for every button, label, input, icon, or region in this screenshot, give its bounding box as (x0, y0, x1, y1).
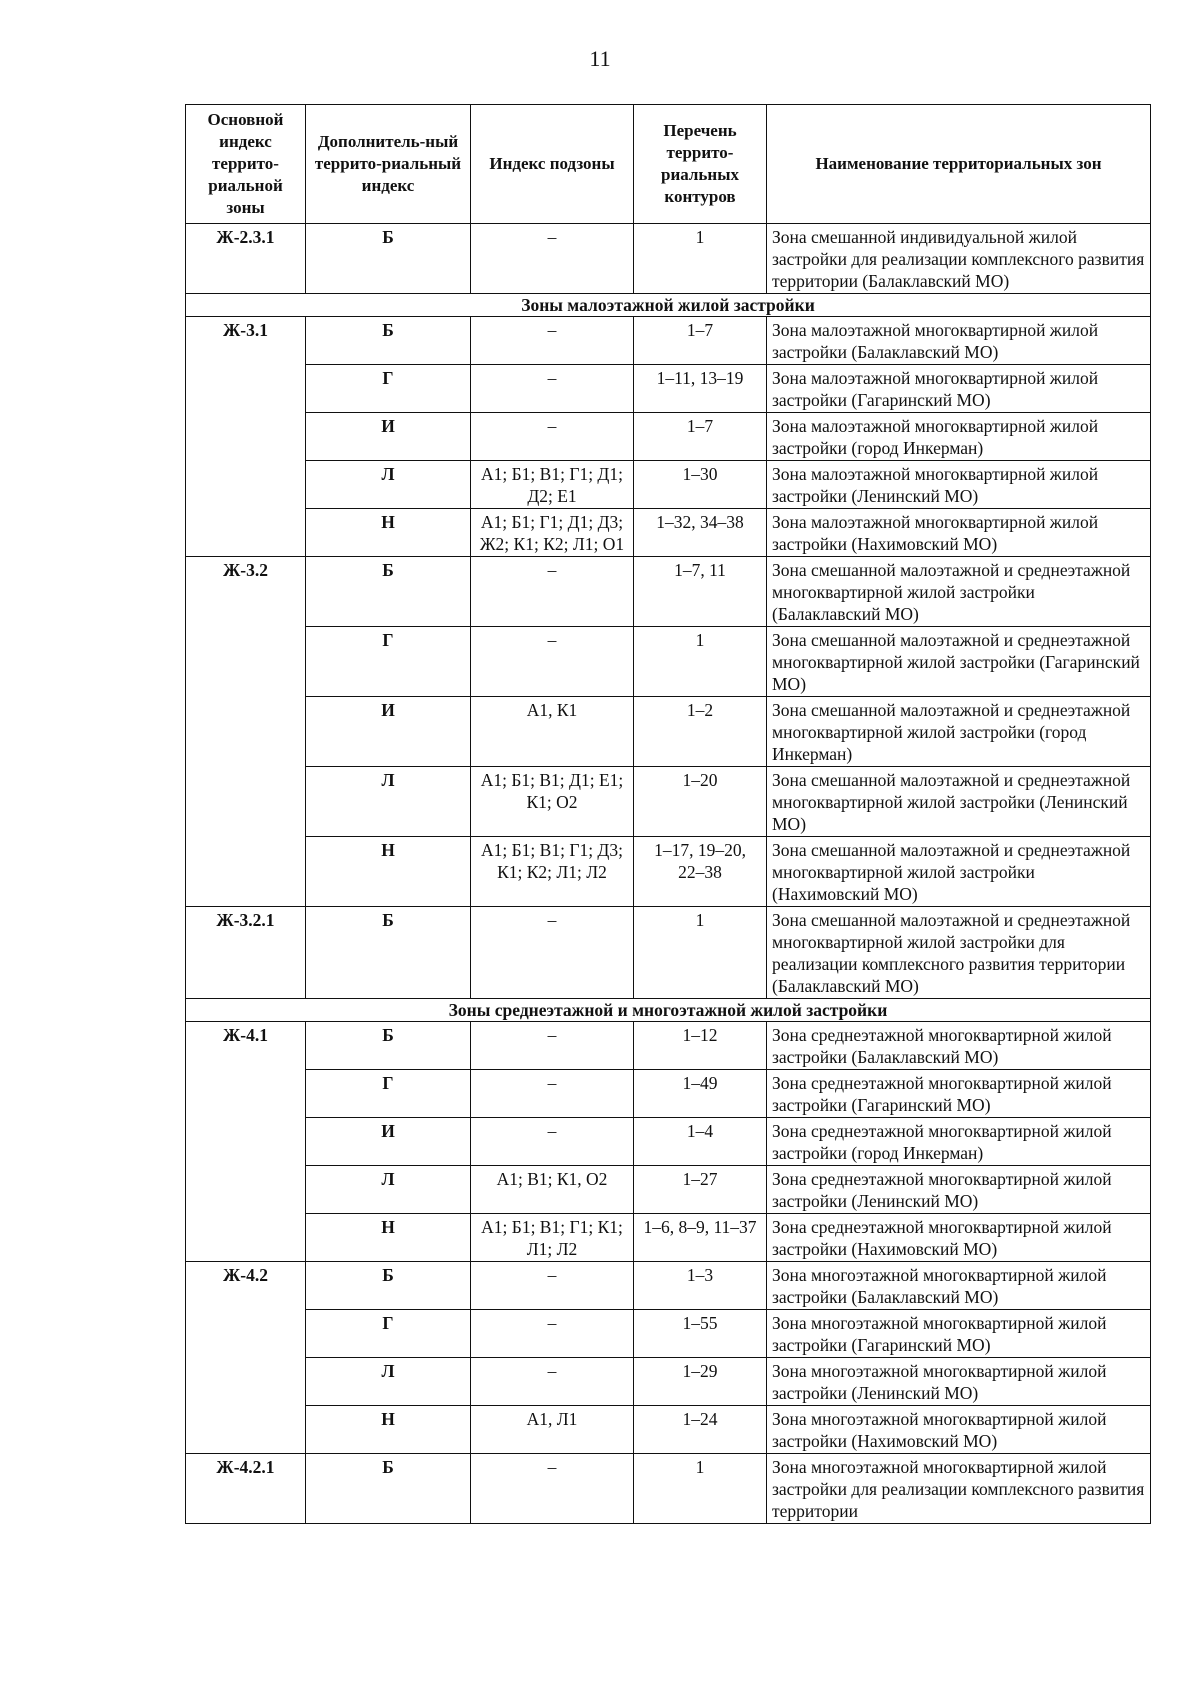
zone-name: Зона многоэтажной многоквартирной жилой застройки для реализации комплексного развития территории (767, 1454, 1151, 1524)
zone-name: Зона среднеэтажной многоквартирной жилой застройки (Нахимовский МО) (767, 1214, 1151, 1262)
additional-territorial-index: Г (306, 627, 471, 697)
zone-name: Зона малоэтажной многоквартирной жилой застройки (Гагаринский МО) (767, 365, 1151, 413)
additional-territorial-index: И (306, 1118, 471, 1166)
additional-territorial-index: Г (306, 1310, 471, 1358)
table-row (186, 1262, 1151, 1310)
additional-territorial-index: Б (306, 907, 471, 999)
subzone-index: – (471, 627, 634, 697)
header-additional-index: Дополнитель-ный террито-риальный индекс (306, 105, 471, 224)
section-title: Зоны малоэтажной жилой застройки (186, 294, 1151, 317)
main-zone-index: Ж-3.1 (186, 317, 306, 557)
subzone-index: – (471, 413, 634, 461)
main-zone-index: Ж-2.3.1 (186, 224, 306, 294)
section-heading-row (186, 999, 1151, 1022)
territorial-contours: 1 (634, 224, 767, 294)
additional-territorial-index: Б (306, 1454, 471, 1524)
subzone-index: А1; Б1; В1; Г1; Д1; Д2; Е1 (471, 461, 634, 509)
subzone-index: – (471, 1262, 634, 1310)
additional-territorial-index: Б (306, 1022, 471, 1070)
territorial-contours: 1–12 (634, 1022, 767, 1070)
zone-name: Зона многоэтажной многоквартирной жилой застройки (Гагаринский МО) (767, 1310, 1151, 1358)
additional-territorial-index: Н (306, 509, 471, 557)
zone-name: Зона многоэтажной многоквартирной жилой застройки (Нахимовский МО) (767, 1406, 1151, 1454)
additional-territorial-index: Г (306, 365, 471, 413)
zone-name: Зона малоэтажной многоквартирной жилой застройки (Балаклавский МО) (767, 317, 1151, 365)
header-zone-name: Наименование территориальных зон (767, 105, 1151, 224)
zone-name: Зона многоэтажной многоквартирной жилой застройки (Ленинский МО) (767, 1358, 1151, 1406)
zones-table (185, 104, 1151, 1524)
additional-territorial-index: Л (306, 1166, 471, 1214)
zone-name: Зона смешанной малоэтажной и среднеэтажной многоквартирной жилой застройки (Нахимовский МО) (767, 837, 1151, 907)
zone-name: Зона смешанной малоэтажной и среднеэтажной многоквартирной жилой застройки для реализации комплексного развития территории (Балаклавский МО) (767, 907, 1151, 999)
section-heading-row (186, 294, 1151, 317)
table-row (186, 907, 1151, 999)
section-title: Зоны среднеэтажной и многоэтажной жилой застройки (186, 999, 1151, 1022)
additional-territorial-index: Н (306, 1406, 471, 1454)
subzone-index: – (471, 1022, 634, 1070)
table-row (186, 1166, 1151, 1214)
additional-territorial-index: Б (306, 317, 471, 365)
additional-territorial-index: Л (306, 767, 471, 837)
territorial-contours: 1 (634, 627, 767, 697)
subzone-index: А1, Л1 (471, 1406, 634, 1454)
additional-territorial-index: Л (306, 1358, 471, 1406)
territorial-contours: 1 (634, 1454, 767, 1524)
territorial-contours: 1–24 (634, 1406, 767, 1454)
subzone-index: – (471, 1118, 634, 1166)
territorial-contours: 1–6, 8–9, 11–37 (634, 1214, 767, 1262)
territorial-contours: 1–27 (634, 1166, 767, 1214)
territorial-contours: 1–11, 13–19 (634, 365, 767, 413)
table-row (186, 1310, 1151, 1358)
table-body (186, 224, 1151, 1524)
table-row (186, 224, 1151, 294)
zone-name: Зона смешанной малоэтажной и среднеэтажной многоквартирной жилой застройки (Гагаринский МО) (767, 627, 1151, 697)
territorial-contours: 1–49 (634, 1070, 767, 1118)
zone-name: Зона среднеэтажной многоквартирной жилой застройки (Ленинский МО) (767, 1166, 1151, 1214)
zone-name: Зона смешанной индивидуальной жилой застройки для реализации комплексного развития территории (Балаклавский МО) (767, 224, 1151, 294)
header-contours-list: Перечень террито-риальных контуров (634, 105, 767, 224)
zone-name: Зона среднеэтажной многоквартирной жилой застройки (Балаклавский МО) (767, 1022, 1151, 1070)
main-zone-index: Ж-4.1 (186, 1022, 306, 1262)
subzone-index: – (471, 224, 634, 294)
subzone-index: – (471, 1310, 634, 1358)
zone-name: Зона смешанной малоэтажной и среднеэтажной многоквартирной жилой застройки (Балаклавский МО) (767, 557, 1151, 627)
subzone-index: – (471, 317, 634, 365)
zone-name: Зона малоэтажной многоквартирной жилой застройки (город Инкерман) (767, 413, 1151, 461)
subzone-index: – (471, 365, 634, 413)
subzone-index: А1; Б1; В1; Г1; Д3; К1; К2; Л1; Л2 (471, 837, 634, 907)
additional-territorial-index: Б (306, 1262, 471, 1310)
territorial-contours: 1 (634, 907, 767, 999)
additional-territorial-index: Б (306, 557, 471, 627)
subzone-index: А1; Б1; Г1; Д1; Д3; Ж2; К1; К2; Л1; О1 (471, 509, 634, 557)
table-row (186, 557, 1151, 627)
territorial-contours: 1–30 (634, 461, 767, 509)
table-row (186, 1358, 1151, 1406)
subzone-index: А1, К1 (471, 697, 634, 767)
additional-territorial-index: Л (306, 461, 471, 509)
subzone-index: – (471, 1070, 634, 1118)
zone-name: Зона среднеэтажной многоквартирной жилой застройки (город Инкерман) (767, 1118, 1151, 1166)
territorial-contours: 1–2 (634, 697, 767, 767)
additional-territorial-index: Н (306, 1214, 471, 1262)
subzone-index: – (471, 1358, 634, 1406)
additional-territorial-index: Б (306, 224, 471, 294)
table-row (186, 837, 1151, 907)
table-row (186, 1406, 1151, 1454)
table-row (186, 461, 1151, 509)
territorial-contours: 1–32, 34–38 (634, 509, 767, 557)
subzone-index: А1; Б1; В1; Д1; Е1; К1; О2 (471, 767, 634, 837)
territorial-contours: 1–55 (634, 1310, 767, 1358)
main-zone-index: Ж-4.2.1 (186, 1454, 306, 1524)
territorial-contours: 1–20 (634, 767, 767, 837)
table-header-row (186, 105, 1151, 224)
subzone-index: А1; В1; К1, О2 (471, 1166, 634, 1214)
subzone-index: А1; Б1; В1; Г1; К1; Л1; Л2 (471, 1214, 634, 1262)
subzone-index: – (471, 557, 634, 627)
table-row (186, 1022, 1151, 1070)
territorial-contours: 1–7 (634, 317, 767, 365)
zone-name: Зона малоэтажной многоквартирной жилой застройки (Нахимовский МО) (767, 509, 1151, 557)
zone-name: Зона среднеэтажной многоквартирной жилой застройки (Гагаринский МО) (767, 1070, 1151, 1118)
table-row (186, 767, 1151, 837)
zone-name: Зона смешанной малоэтажной и среднеэтажной многоквартирной жилой застройки (город Инкерман) (767, 697, 1151, 767)
territorial-contours: 1–17, 19–20, 22–38 (634, 837, 767, 907)
table-row (186, 627, 1151, 697)
table-row (186, 317, 1151, 365)
territorial-contours: 1–4 (634, 1118, 767, 1166)
table-row (186, 413, 1151, 461)
page-number: 11 (589, 46, 611, 71)
territorial-contours: 1–29 (634, 1358, 767, 1406)
additional-territorial-index: И (306, 413, 471, 461)
table-row (186, 1118, 1151, 1166)
zone-name: Зона малоэтажной многоквартирной жилой застройки (Ленинский МО) (767, 461, 1151, 509)
zone-name: Зона смешанной малоэтажной и среднеэтажной многоквартирной жилой застройки (Ленинский МО) (767, 767, 1151, 837)
subzone-index: – (471, 1454, 634, 1524)
table-row (186, 509, 1151, 557)
table-row (186, 365, 1151, 413)
territorial-contours: 1–7 (634, 413, 767, 461)
header-subzone-index: Индекс подзоны (471, 105, 634, 224)
zone-name: Зона многоэтажной многоквартирной жилой застройки (Балаклавский МО) (767, 1262, 1151, 1310)
table-row (186, 1214, 1151, 1262)
table-row (186, 1070, 1151, 1118)
territorial-contours: 1–7, 11 (634, 557, 767, 627)
header-main-index: Основной индекс террито-риальной зоны (186, 105, 306, 224)
subzone-index: – (471, 907, 634, 999)
main-zone-index: Ж-4.2 (186, 1262, 306, 1454)
additional-territorial-index: И (306, 697, 471, 767)
additional-territorial-index: Г (306, 1070, 471, 1118)
table-row (186, 697, 1151, 767)
main-zone-index: Ж-3.2 (186, 557, 306, 907)
territorial-contours: 1–3 (634, 1262, 767, 1310)
table-row (186, 1454, 1151, 1524)
main-zone-index: Ж-3.2.1 (186, 907, 306, 999)
additional-territorial-index: Н (306, 837, 471, 907)
